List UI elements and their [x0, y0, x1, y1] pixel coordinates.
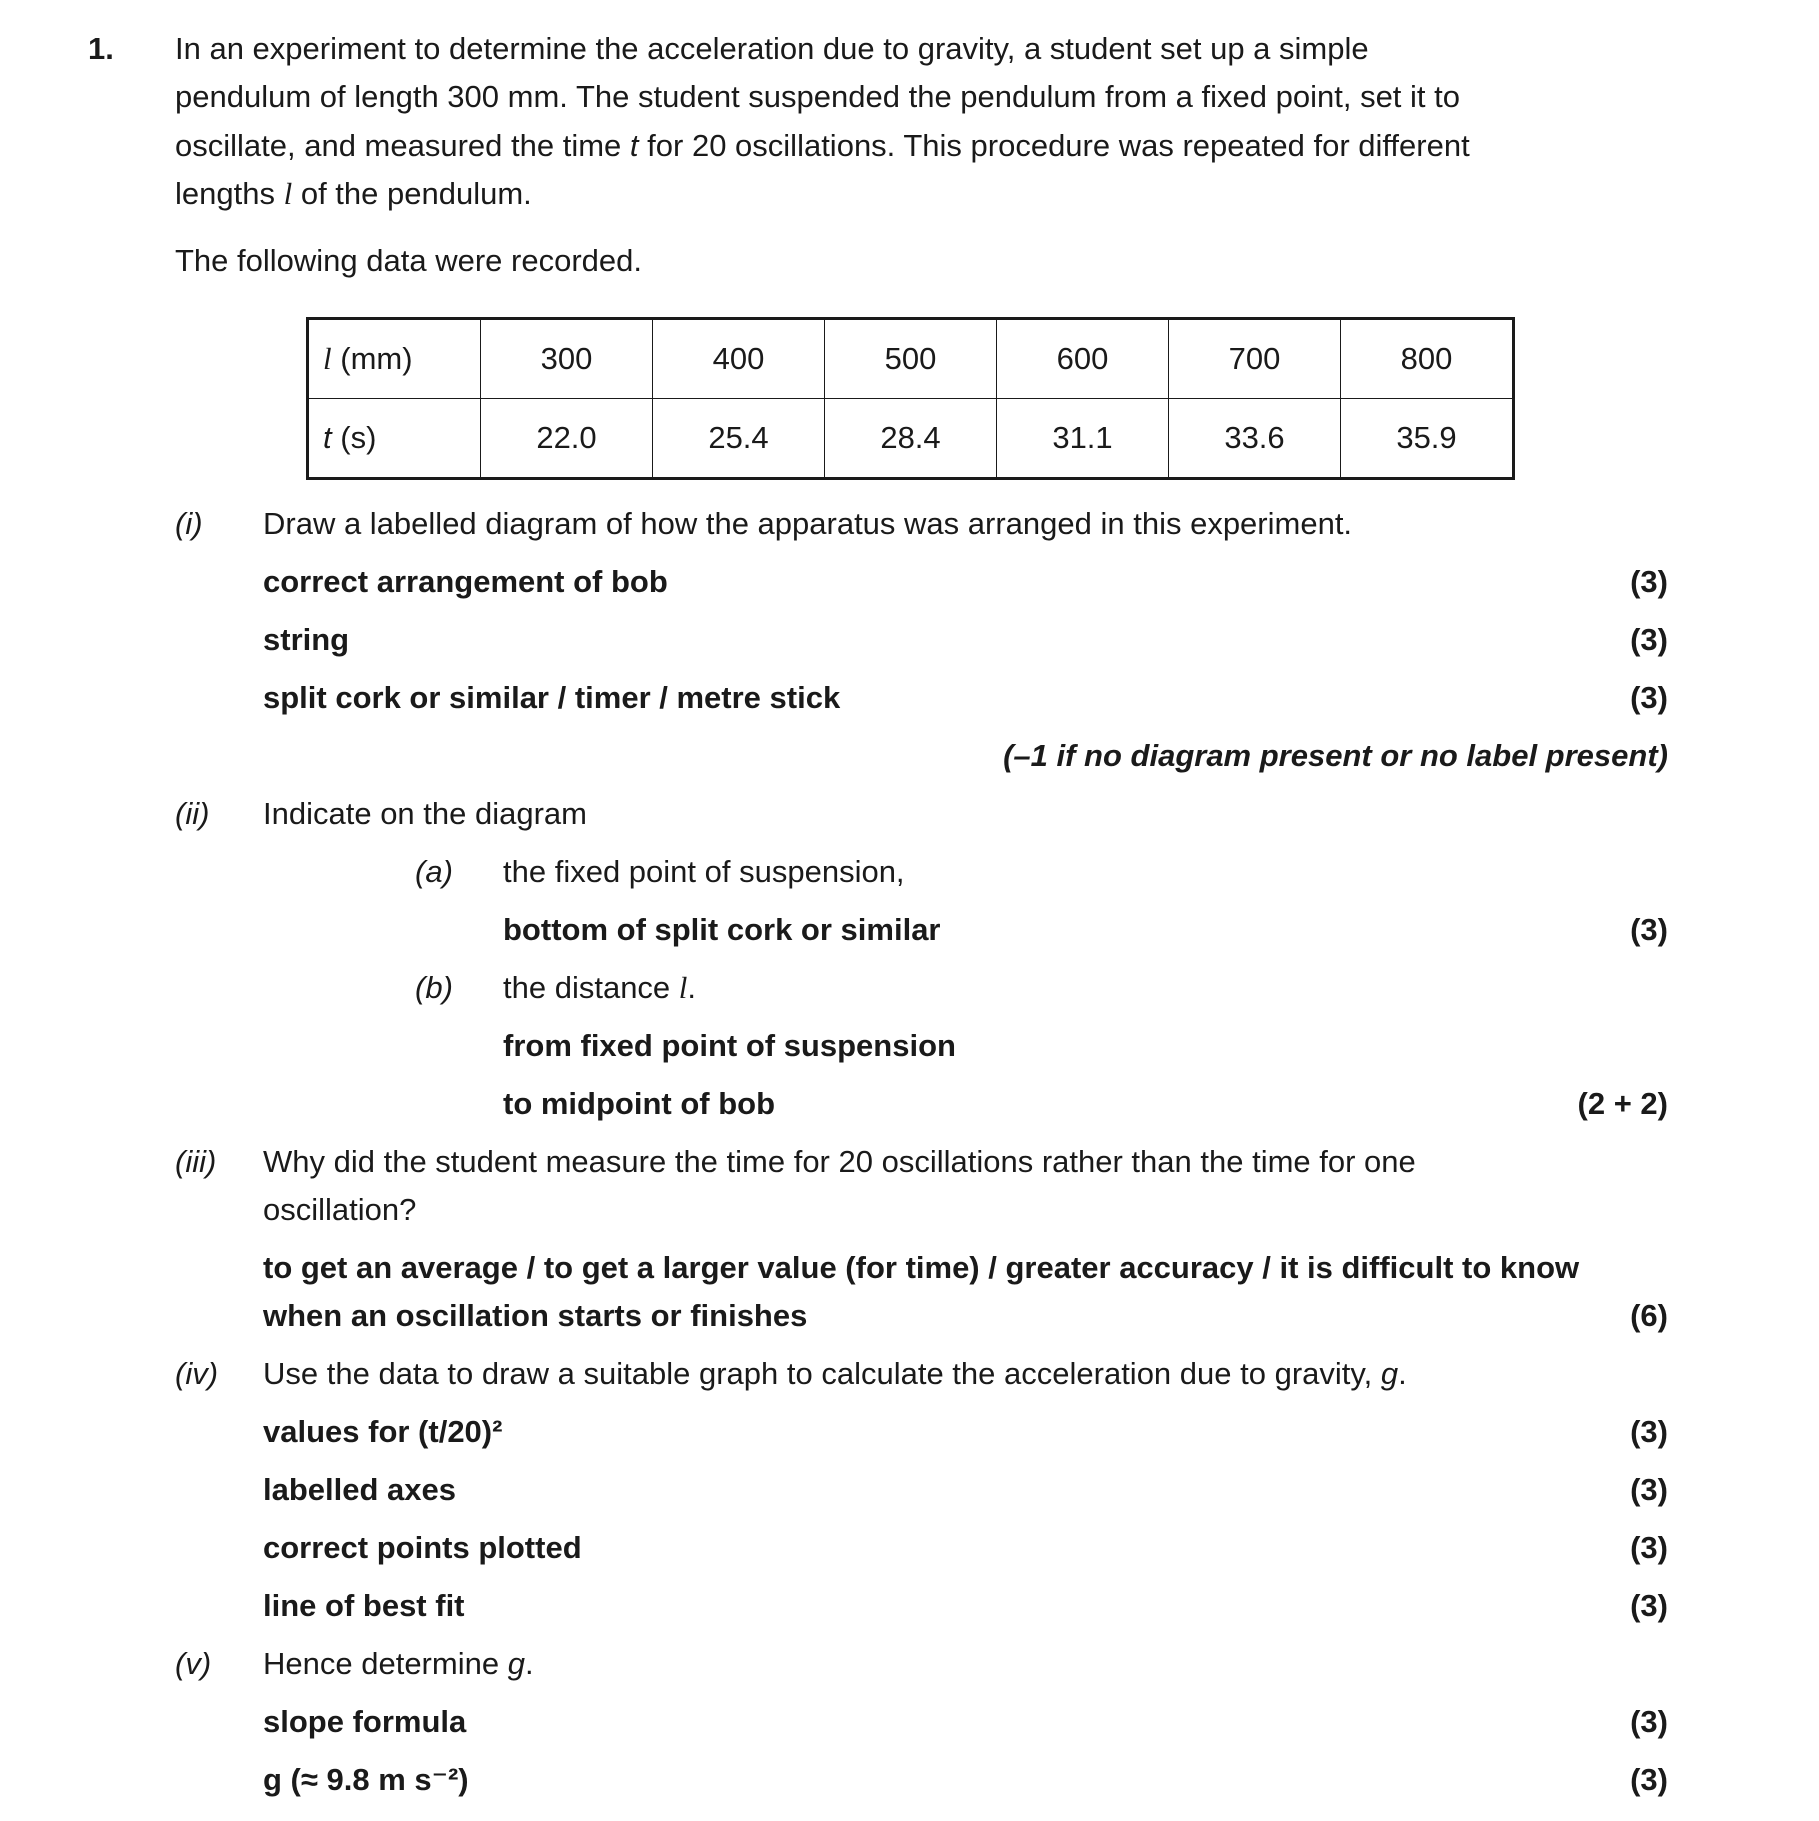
table-cell: 22.0 — [481, 399, 653, 479]
part-v-question: Hence determine g. — [263, 1646, 534, 1681]
table-header-time: t (s) — [308, 399, 481, 479]
part-ii-b-answer-1: from fixed point of suspension — [503, 1028, 956, 1063]
table-cell: 28.4 — [825, 399, 997, 479]
part-iv-answer-3: correct points plotted — [263, 1530, 582, 1565]
part-ii-a-label: (a) — [415, 854, 453, 889]
part-iii-label: (iii) — [175, 1144, 217, 1179]
table-cell: 700 — [1169, 319, 1341, 399]
question-number: 1. — [88, 31, 114, 66]
part-iii-question-2: oscillation? — [263, 1192, 417, 1227]
part-iv-marks-1: (3) — [1630, 1414, 1668, 1449]
part-ii-b-text: the distance l. — [503, 970, 697, 1005]
table-cell: 31.1 — [997, 399, 1169, 479]
part-ii-question: Indicate on the diagram — [263, 796, 587, 831]
part-iv-marks-4: (3) — [1630, 1588, 1668, 1623]
table-cell: 800 — [1341, 319, 1514, 399]
table-cell: 500 — [825, 319, 997, 399]
table-cell: 35.9 — [1341, 399, 1514, 479]
part-v-label: (v) — [175, 1646, 212, 1681]
table-header-length: l (mm) — [308, 319, 481, 399]
table-cell: 25.4 — [653, 399, 825, 479]
part-i-marks-2: (3) — [1630, 622, 1668, 657]
part-i-marks-3: (3) — [1630, 680, 1668, 715]
table-cell: 300 — [481, 319, 653, 399]
table-cell: 600 — [997, 319, 1169, 399]
part-i-label: (i) — [175, 506, 203, 541]
part-i-note: (–1 if no diagram present or no label present) — [1003, 738, 1668, 773]
part-v-marks-2: (3) — [1630, 1762, 1668, 1797]
intro-line-3: oscillate, and measured the time t for 20 oscillations. This procedure was repeated for different — [175, 128, 1470, 163]
var-t: t — [629, 128, 639, 163]
part-ii-b-label: (b) — [415, 970, 453, 1005]
part-iv-answer-4: line of best fit — [263, 1588, 465, 1623]
intro-line-1: In an experiment to determine the acceleration due to gravity, a student set up a simple — [175, 31, 1369, 66]
table-cell: 400 — [653, 319, 825, 399]
intro-line-2: pendulum of length 300 mm. The student suspended the pendulum from a fixed point, set it to — [175, 79, 1461, 114]
recorded-text: The following data were recorded. — [175, 243, 642, 278]
part-ii-label: (ii) — [175, 796, 210, 831]
part-iv-marks-3: (3) — [1630, 1530, 1668, 1565]
part-i-answer-1: correct arrangement of bob — [263, 564, 668, 599]
intro-line-4: lengths l of the pendulum. — [175, 176, 532, 211]
part-iii-marks: (6) — [1630, 1298, 1668, 1333]
table-row-time — [308, 399, 1514, 479]
part-iv-marks-2: (3) — [1630, 1472, 1668, 1507]
part-i-question: Draw a labelled diagram of how the apparatus was arranged in this experiment. — [263, 506, 1353, 541]
part-i-answer-3: split cork or similar / timer / metre stick — [263, 680, 841, 715]
part-v-marks-1: (3) — [1630, 1704, 1668, 1739]
table-cell: 33.6 — [1169, 399, 1341, 479]
part-v-answer-1: slope formula — [263, 1704, 467, 1739]
part-ii-a-marks: (3) — [1630, 912, 1668, 947]
table-row-length — [308, 319, 1514, 399]
data-table — [306, 317, 1515, 480]
part-i-marks-1: (3) — [1630, 564, 1668, 599]
part-iii-question-1: Why did the student measure the time for 20 oscillations rather than the time for one — [263, 1144, 1416, 1179]
part-i-answer-2: string — [263, 622, 350, 657]
part-iv-question: Use the data to draw a suitable graph to calculate the acceleration due to gravity, g. — [263, 1356, 1407, 1391]
part-iii-answer-2: when an oscillation starts or finishes — [263, 1298, 808, 1333]
var-l: l — [283, 176, 293, 211]
part-iv-label: (iv) — [175, 1356, 219, 1391]
part-iv-answer-1: values for (t/20)² — [263, 1414, 503, 1449]
part-ii-b-marks: (2 + 2) — [1577, 1086, 1668, 1121]
part-iv-answer-2: labelled axes — [263, 1472, 457, 1507]
part-ii-a-answer: bottom of split cork or similar — [503, 912, 941, 947]
part-v-answer-2: g (≈ 9.8 m s⁻²) — [263, 1762, 469, 1797]
part-ii-a-text: the fixed point of suspension, — [503, 854, 905, 889]
part-iii-answer-1: to get an average / to get a larger value (for time) / greater accuracy / it is difficult to know — [263, 1250, 1580, 1285]
part-ii-b-answer-2: to midpoint of bob — [503, 1086, 776, 1121]
